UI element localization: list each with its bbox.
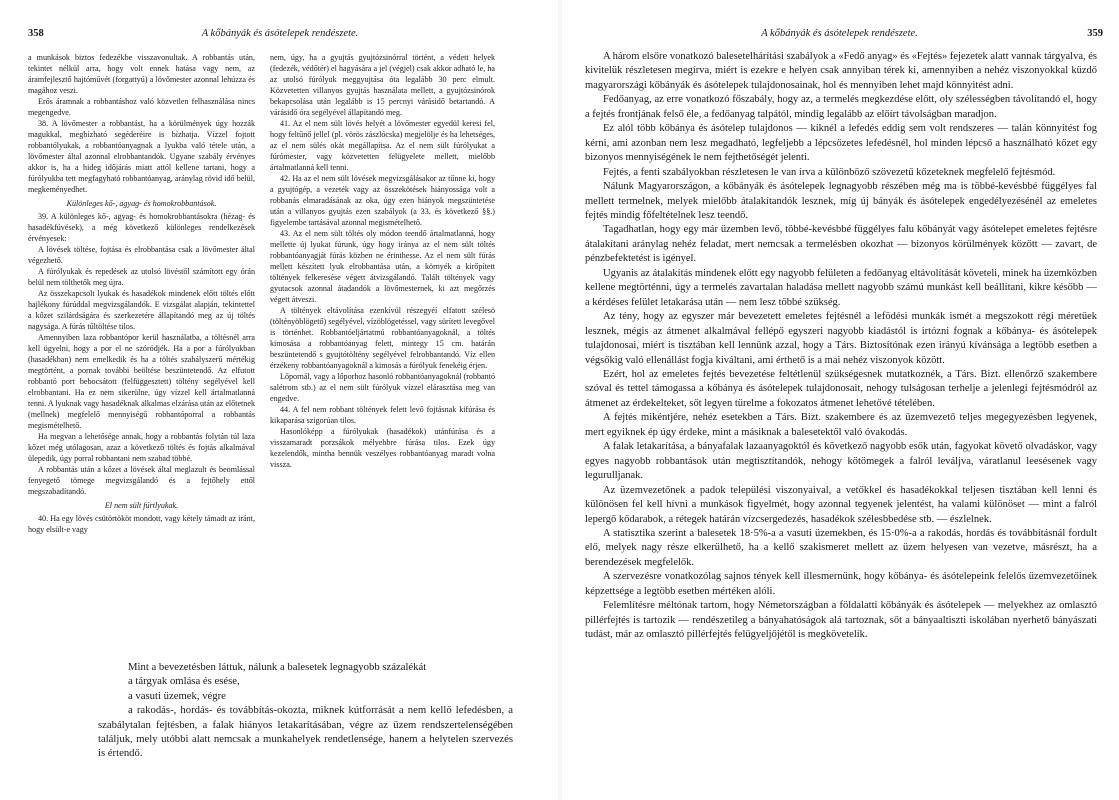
running-header-right: A kőbányák és ásótelepek rendészete.: [761, 28, 918, 39]
paragraph: A falak letakarítása, a bányafalak lazaanyagoktól és következő nagyobb esők után, fagyokat követő olvadáskor, vagy egyes nagyobb robbantások után megtisztítandók, nehogy kötömegek a falról leváljva, váratlanul leesésenek vagy legurulljanak.: [585, 441, 1097, 482]
paragraph: Ezért, hol az emeletes fejtés bevezetése feltétlenül szükségesnek mutatkoznék, a Társ. Bizt. ellenőrző szakembere szóval és tettel támogassa a kőbánya és ásótelepek tulajdonosait, nehogy tulságosan terhelje a jelenlegi fejtésmódról az átmenet az érdekelteket, sőt legyen türelme a fokozatos átmenet lehetővé tételében.: [585, 368, 1097, 409]
right-page: [560, 0, 1119, 800]
bottom-item-3: a rakodás-, hordás- és továbbítás-okozta, miknek kútforrását a nem kellő lefedésben, a szabálytalan fejtésben, a falak hiányos letakarításában, végre az üzem rendszertelenségében találjuk, mely utóbbi alatt nemcsak a munkahelyek rendetlensége, hanem a helytelen szervezés is értendő.: [98, 704, 513, 760]
left-column-1: [28, 52, 255, 652]
paragraph: A robbantás után a kőzet a lövések által meglazult és beomlással fenyegető tömege megvizsgálandó és a fejtőhely ettől megszabadítandó.: [28, 465, 255, 496]
paragraph: Erős áramnak a robbantáshoz való közvetlen felhasználása nincs megengedve.: [28, 97, 255, 117]
paragraph: Az összekapcsolt lyukak és hasadékok mindenek előtt töltés előtt hajlékony fúrúddal megvizsgálandók. E vizsgálat alapján, tekintettel a kőzet szilárdságára és szerkezetére állapítandó meg az új töltés nagysága. A fúrás tűltöltése tilos.: [28, 289, 255, 331]
paragraph: A lövések töltése, fojtása és elrobbantása csak a lövőmester által végezhető.: [28, 245, 255, 265]
bottom-item-2: a vasuti üzemek, végre: [128, 689, 226, 702]
paragraph: Ha megvan a lehetősége annak, hogy a robbantás folytán túl laza kőzet még utólagosan, azaz a következő töltés és fojtás alkalmával ülepedik, úgy porral robbantani nem szabad többé.: [28, 432, 255, 463]
paragraph: Az üzemvezetőnek a padok települési viszonyaival, a vetőkkel és hasadékokkal teljesen tisztában kell lenni és különösen fel kell hívni a munkások figyelmét, hogy azonnal tegyenek jelentést, ha valami különöset — mint a falról lepergő kődarabok, a rétegek határán vízcsergedezés, hasadékok szélesbbedése stb. — észlelnek.: [585, 484, 1097, 525]
paragraph: 39. A különleges kő-, agyag- és homokrobbantásokra (hézag- és hasadékfúvések), a még következő különleges rendelkezések érvényesek:: [28, 212, 255, 243]
bottom-item-1: a tárgyak omlása és esése,: [128, 675, 240, 688]
right-body-text: [585, 50, 1097, 643]
left-column-2: [270, 52, 495, 644]
paragraph: nem, úgy, ha a gyujtás gyujtózsinórral történt, a védett helyek (fedezék, védőtér) el hagyására a jel (végjel) csak akkor adható le, ha az utolsó fúrólyuk meggyujtása óta legalább 30 perc elmult. Közvetetten villanyos gyujtás használata mellett, a gyujtózsinórok bekapcsolása után legalább is 15 percnyi várásidő betartandó. A várásidő óra segélyével állapítandó meg.: [270, 53, 495, 117]
paragraph: Amennyiben laza robbantópor kerül használatba, a töltésnél arra kell ügyelni, hogy a por el ne szóródjék. Ha a por a fúrólyukban (hasadékban) nem emelkedik és ha a töltés szabályszerű mértékig megtörtént, a pornak további beöltése beszüntetendő. Az elfutott robbantó port bebocsátott (felfüggesztett) töltény segélyével kell elrobbantani. Ha ez nem sikerülne, úgy vízzel kell ártalmatlanná tenni. A lyuknak vagy hasadéknak alkalmas elzárása után az előtetnek (mellnek) megfelelő mennyiségű robbantóporral a robbantás megismételhető.: [28, 333, 255, 430]
paragraph: 43. Az el nem sült töltés oly módon teendő ártalmatlanná, hogy mellette új lyukat fúrunk, úgy hogy iránya az el nem sült töltés robbantóanyagját fúrás közben ne érinthesse. Az el nem sült fúrás mellett készített lyuk elrobbantása után, a környék a kirőpített töltények felkeresése végett átvizsgálandó. Talált töltények vagy gyutacsok azonnal átadandók a lövőmesternek, ki azt megőrzés végett átveszi.: [270, 229, 495, 304]
paragraph: Felemlítésre méltónak tartom, hogy Németországban a földalatti kőbányák és ásótelepek — melyekhez az omlasztó pillérfejtés is tartozik — rendészetileg a bányahatóságok alá tartoznak, sőt a bányaaltiszti iskolában nyerhető bányászati tudást, már az omlasztó pillérfejtés felügyeljőjétől is megkövetelik.: [585, 600, 1097, 641]
bottom-line-1: Mint a bevezetésben láttuk, nálunk a balesetek legnagyobb százalékát: [128, 661, 427, 673]
paragraph: A három elsőre vonatkozó balesetelhárítási szabályok a «Fedő anyag» és «Fejtés» fejezetek alatt vannak tárgyalva, és kivitelük részletesen megírva, miért is ezekre e helyen csak annyiban térek ki, amennyiben a nehéz viszonyokkal küzdő magyarországi kőbányák és ásótelepek tulajdonosainak, hol és mennyiben lehet majd könnyitést adni.: [585, 51, 1097, 91]
section-subheading: El nem sült fúrtlyukak.: [104, 501, 179, 510]
paragraph: Nálunk Magyarországon, a kőbányák és ásótelepek legnagyobb részében még ma is többé-kevésbbé függélyes fal mellett termelnek, melyek mielőbb átalakítandók lesznek, míg új bányák és ásótelepek engedélyezésénél az emeletes fejtés mindig főfeltételnek lesz teendő.: [585, 181, 1097, 221]
paragraph: Az tény, hogy az egyszer már bevezetett emeletes fejtésnél a lefödési munkák ismét a megszokott régi méretűek lesznek, mégis az átmenet alkalmával fellépő egyszeri nagyobb kiadástól is irtózni fognak a kőbánya- és ásótelepek tulajdonosai, miért is tisztában kell lennünk azzal, hogy a Társ. Biztosítónak ezen irányú kívánsága a legtöbb esetben a végsőkig való ellenállást fogja kiváltani, ami érthető is a mai nehéz viszonyok között.: [585, 311, 1097, 366]
page-number-left: 358: [28, 28, 44, 39]
running-header-left: A kőbányák és ásótelepek rendészete.: [201, 28, 359, 39]
bottom-paragraph: [98, 660, 513, 761]
paragraph: Fedőanyag, az erre vonatkozó főszabály, hogy az, a termelés megkezdése előtt, oly szélességben távolítandó el, hogy a fejtés frontjának felső éle, a fedőanyag talpától, mindig legalább az előírt távolságban maradjon.: [585, 94, 1097, 120]
paragraph: 44. A fel nem robbant töltények felett levő fojtásnak kifúrása és kikaparása szigorúan tilos.: [270, 405, 495, 425]
paragraph: Hasonlóképp a fúrólyukak (hasadékok) utánfúrása és a visszamaradt porzsákok mélyebbre fúrása tilos. Ezek úgy kezelendők, mintha bennük veszélyes robbantóanyag maradt volna vissza.: [270, 427, 495, 469]
paragraph: 42. Ha az el nem sült lövések megvizsgálásakor az tűnne ki, hogy a gyujtógép, a vezeték vagy az összekötések hiányossága volt a robbanás elmaradásának az oka, úgy ezen hiányok megszüntetése után a villanyos gyujtás ezen szabályok (a 33. és következő §§.) figyelembe tartásával azonnal megismételhető.: [270, 174, 495, 227]
paragraph: Ez alól több kőbánya és ásótelep tulajdonos — kiknél a lefedés eddig sem volt rendszeres — talán könnyitést fog kérni, ami azonban nem lesz megadható, legfeljebb a lépcsőzetes lefedésnél, hol minden lépcső a használható kőzet egy bizonyos mennyiségének le nem fejthetőségét jelenti.: [585, 123, 1097, 164]
paragraph: A fúrólyukak és repedések az utolsó lövéstől számított egy órán belül nem tölthetők meg újra.: [28, 267, 255, 287]
paragraph: A töltények eltávolítása ezenkívül részegyéí elfatott szélesö (töltényöblögető) segélyével, vízöblögetéssel, vagy sürített levegővel is történhet. Robbantóeljártatmú robbantóanyagoknál, a töltés kimosása a robbantóanyag felett, mintegy 15 cm. határán beszüntetendő s gyujtótöltény segélyével felrobbantandó. Víz ellen érzékeny robbantóanyagoknál a kimosás a fúrólyuk fenekéig érjen.: [270, 306, 495, 370]
paragraph: A fejtés mikéntjére, nehéz esetekben a Társ. Bizt. szakembere és az üzemvezető teljes megegyezésben legyenek, mert egyiknek ép úgy érdeke, mint a másiknak a balesetektől való óvakodás.: [585, 412, 1097, 438]
paragraph: A szervezésre vonatkozólag sajnos tények kell illesmernünk, hogy kőbánya- és ásótelepeink felelős üzemvezetőinek képzettsége a legtöbb esetben mértéken alóli.: [585, 571, 1097, 597]
paragraph: 38. A lövőmester a robbantást, ha a körülmények úgy hozzák magukkal, megbízható segéderéire is bízhatja. Vízzel fojtott robbantólyukak, a robbantóanyagnak a lyukba való tétele után, a lövőmester által azonnal elrobbantandók. Ugyane szabály érvényes akkor is, ha a hideg időjárás miatt attól kellene tartani, hogy a fúrólyukba tett megfagyható robbantóanyag, aránylag rövid idő belül, megkeményedhet.: [28, 119, 255, 194]
paragraph: 41. Az el nem sült lövés helyét a lövőmester egyedül keresi fel, hogy feltűnő jellel (pl. vörös zászlócska) megjelölje és ha lehetséges, az el nem sülés okát megállapítsa. Az el nem sült fúrólyukat a fúrómester, vagy közvetetten felügyelete mellett, mielőbb ártalmatlanná kell tenni.: [270, 119, 495, 172]
page-number-right: 359: [1087, 28, 1103, 39]
paragraph: Lőpornál, vagy a lőporhoz hasonló robbantóanyagoknál (robbantó salétrom stb.) az el nem sült fúrólyuk vízzel elárasztása meg van engedve.: [270, 372, 495, 403]
section-subheading: Különleges kő-, agyag- és homokrobbantások.: [66, 199, 217, 208]
paragraph: Tagadhatlan, hogy egy már üzemben levő, többé-kevésbbé függélyes falu kőbányát vagy ásótelepet emeletes fejtésre átalakítani aránylag nehéz feladat, mert nemcsak a termelésben okozhat — bizonyos körülmények között — zavart, de pénzbefektetést is igényel.: [585, 224, 1097, 265]
paragraph: A statisztika szerint a balesetek 18·5%-a a vasuti üzemekben, és 15·0%-a a rakodás, hordás és továbbításnál fordult elő, melyek nagy része elkerülhető, ha a kellő szakismeret mellett az üzem helyesen van vezetve, másrészt, ha a berendezések megfelelők.: [585, 527, 1097, 568]
paragraph: Fejtés, a fenti szabályokban részletesen le van írva a különböző szövezetű kőzeteknek megfelelő fejtésmód.: [603, 166, 1056, 178]
paragraph: 40. Ha egy lövés csütörtököt mondott, vagy kétely támadt az iránt, hogy elsült-e vagy: [28, 514, 255, 534]
paragraph: a munkások biztos fedezékbe visszavonultak. A robbantás után, tekintet nélkül arra, hogy volt ennek hatása vagy nem, az áramfejlesztő hajtóművét (forgattyú) a lövőmester azonnal lehúzza és magához veszi.: [28, 53, 255, 95]
paragraph: Ugyanis az átalakítás mindenek előtt egy nagyobb felületen a fedőanyag eltávolítását követeli, minek ha üzemközben kellene megtörténni, úgy a termelés zavartalan haladása mellett nagyobb számú munkást kell beállítani, kikre később — a kérdéses felület letakarása után — nem lesz többé szükség.: [585, 267, 1097, 308]
